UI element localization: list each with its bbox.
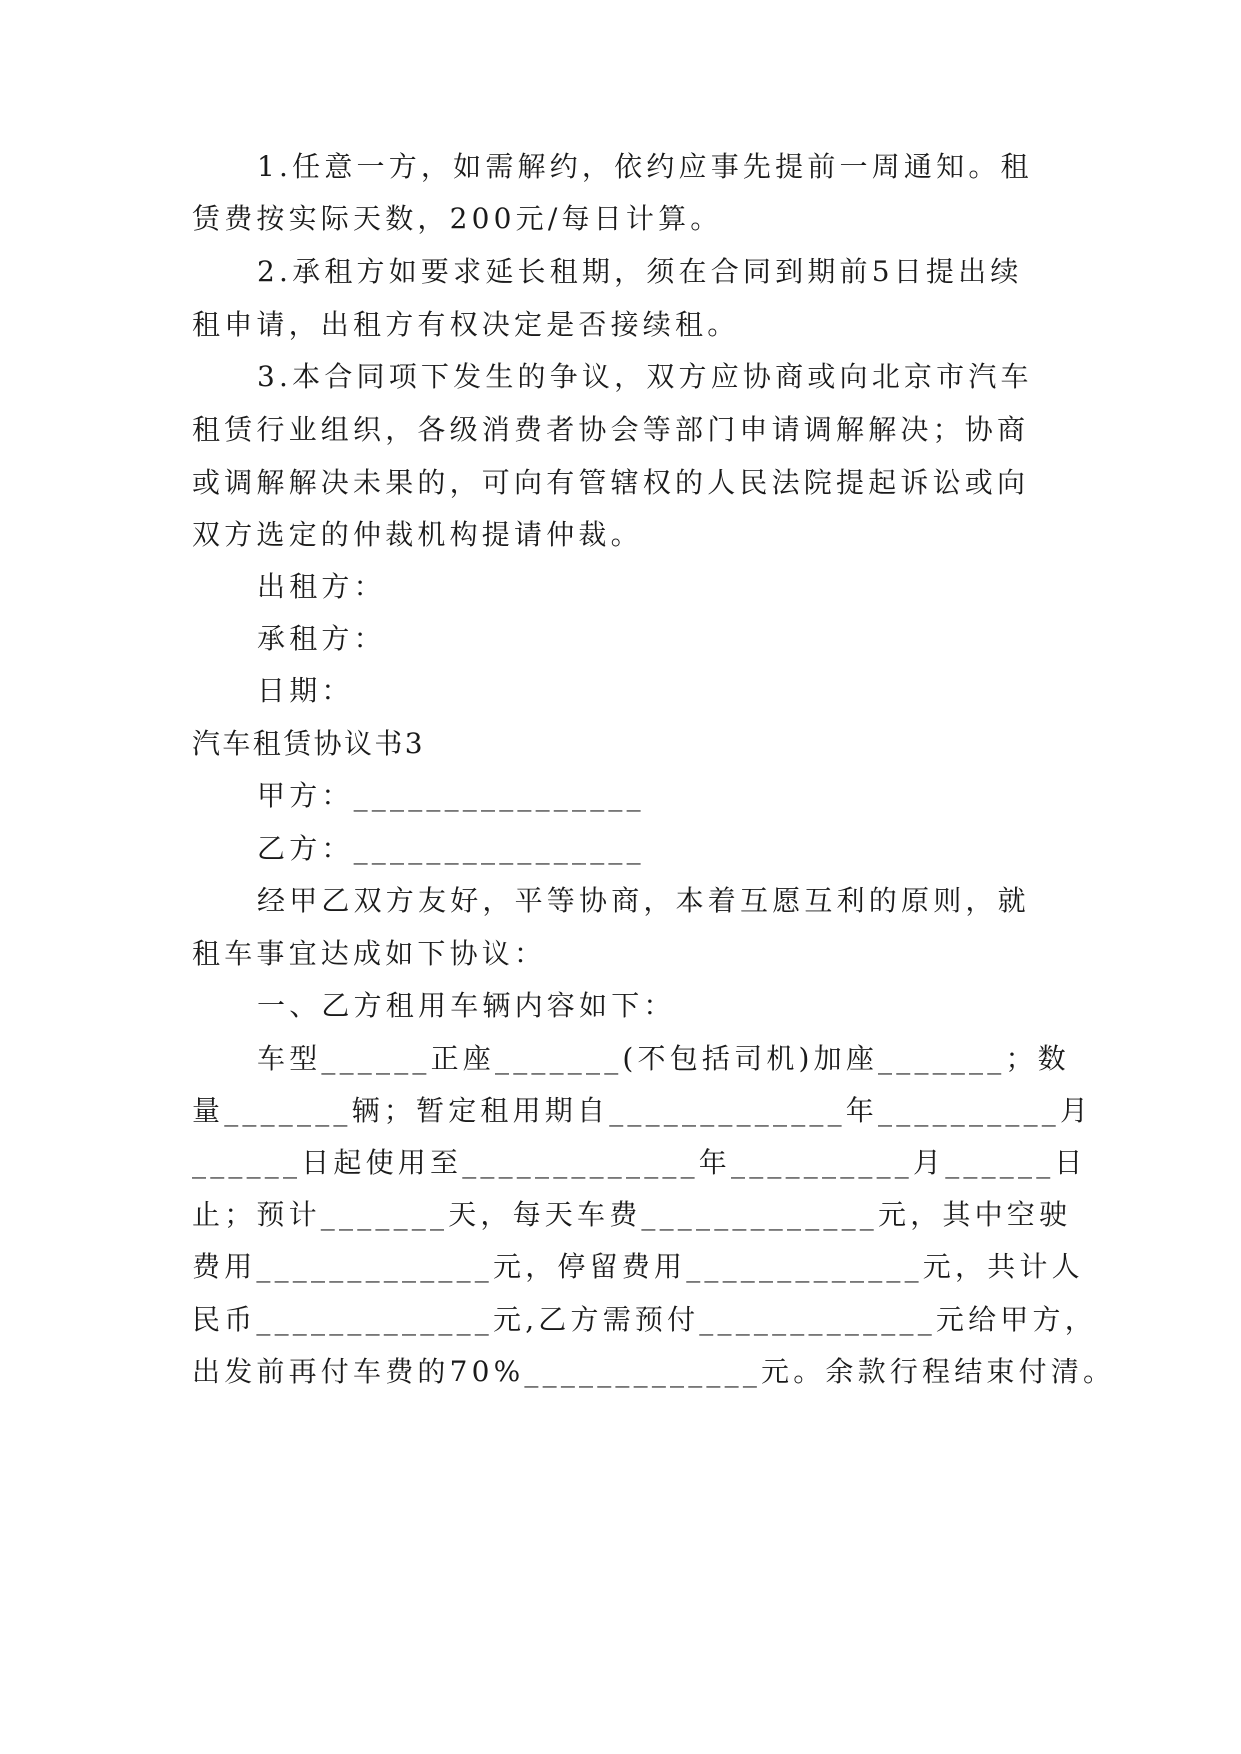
vehicle-terms-line-1: 车型______正座_______(不包括司机)加座_______；数	[257, 1042, 1070, 1075]
signature-lessor-label: 出租方：	[257, 570, 386, 603]
paragraph-dispute-line-2: 租赁行业组织，各级消费者协会等部门申请调解解决；协商	[192, 413, 1030, 446]
vehicle-terms-line-6: 民币_____________元,乙方需预付_____________元给甲方，	[192, 1303, 1097, 1336]
paragraph-dispute-line-1: 3.本合同项下发生的争议，双方应协商或向北京市汽车	[257, 360, 1033, 393]
signature-date-label: 日期：	[257, 674, 354, 707]
section-one-heading: 一、乙方租用车辆内容如下：	[257, 989, 676, 1022]
agreement-title: 汽车租赁协议书3	[192, 727, 426, 760]
party-a-field: 甲方：________________	[257, 779, 645, 812]
vehicle-terms-line-7: 出发前再付车费的70%_____________元。余款行程结束付清。	[192, 1355, 1116, 1388]
paragraph-dispute-line-4: 双方选定的仲裁机构提请仲裁。	[192, 518, 643, 551]
vehicle-terms-line-3: ______日起使用至_____________年__________月______日	[192, 1146, 1087, 1179]
vehicle-terms-line-4: 止；预计_______天，每天车费_____________元，其中空驶	[192, 1198, 1072, 1231]
paragraph-termination-line-2: 赁费按实际天数，200元/每日计算。	[192, 202, 723, 235]
vehicle-terms-line-5: 费用_____________元，停留费用_____________元，共计人	[192, 1250, 1084, 1283]
paragraph-extension-line-2: 租申请，出租方有权决定是否接续租。	[192, 308, 740, 341]
paragraph-dispute-line-3: 或调解解决未果的，可向有管辖权的人民法院提起诉讼或向	[192, 466, 1030, 499]
party-b-field: 乙方：________________	[257, 832, 645, 865]
paragraph-termination-line-1: 1.任意一方，如需解约，依约应事先提前一周通知。租	[257, 150, 1033, 183]
preamble-line-2: 租车事宜达成如下协议：	[192, 937, 547, 970]
preamble-line-1: 经甲乙双方友好，平等协商，本着互愿互利的原则，就	[257, 884, 1030, 917]
signature-lessee-label: 承租方：	[257, 622, 386, 655]
vehicle-terms-line-2: 量_______辆；暂定租用期自_____________年__________月	[192, 1094, 1093, 1127]
paragraph-extension-line-1: 2.承租方如要求延长租期，须在合同到期前5日提出续	[257, 255, 1023, 288]
